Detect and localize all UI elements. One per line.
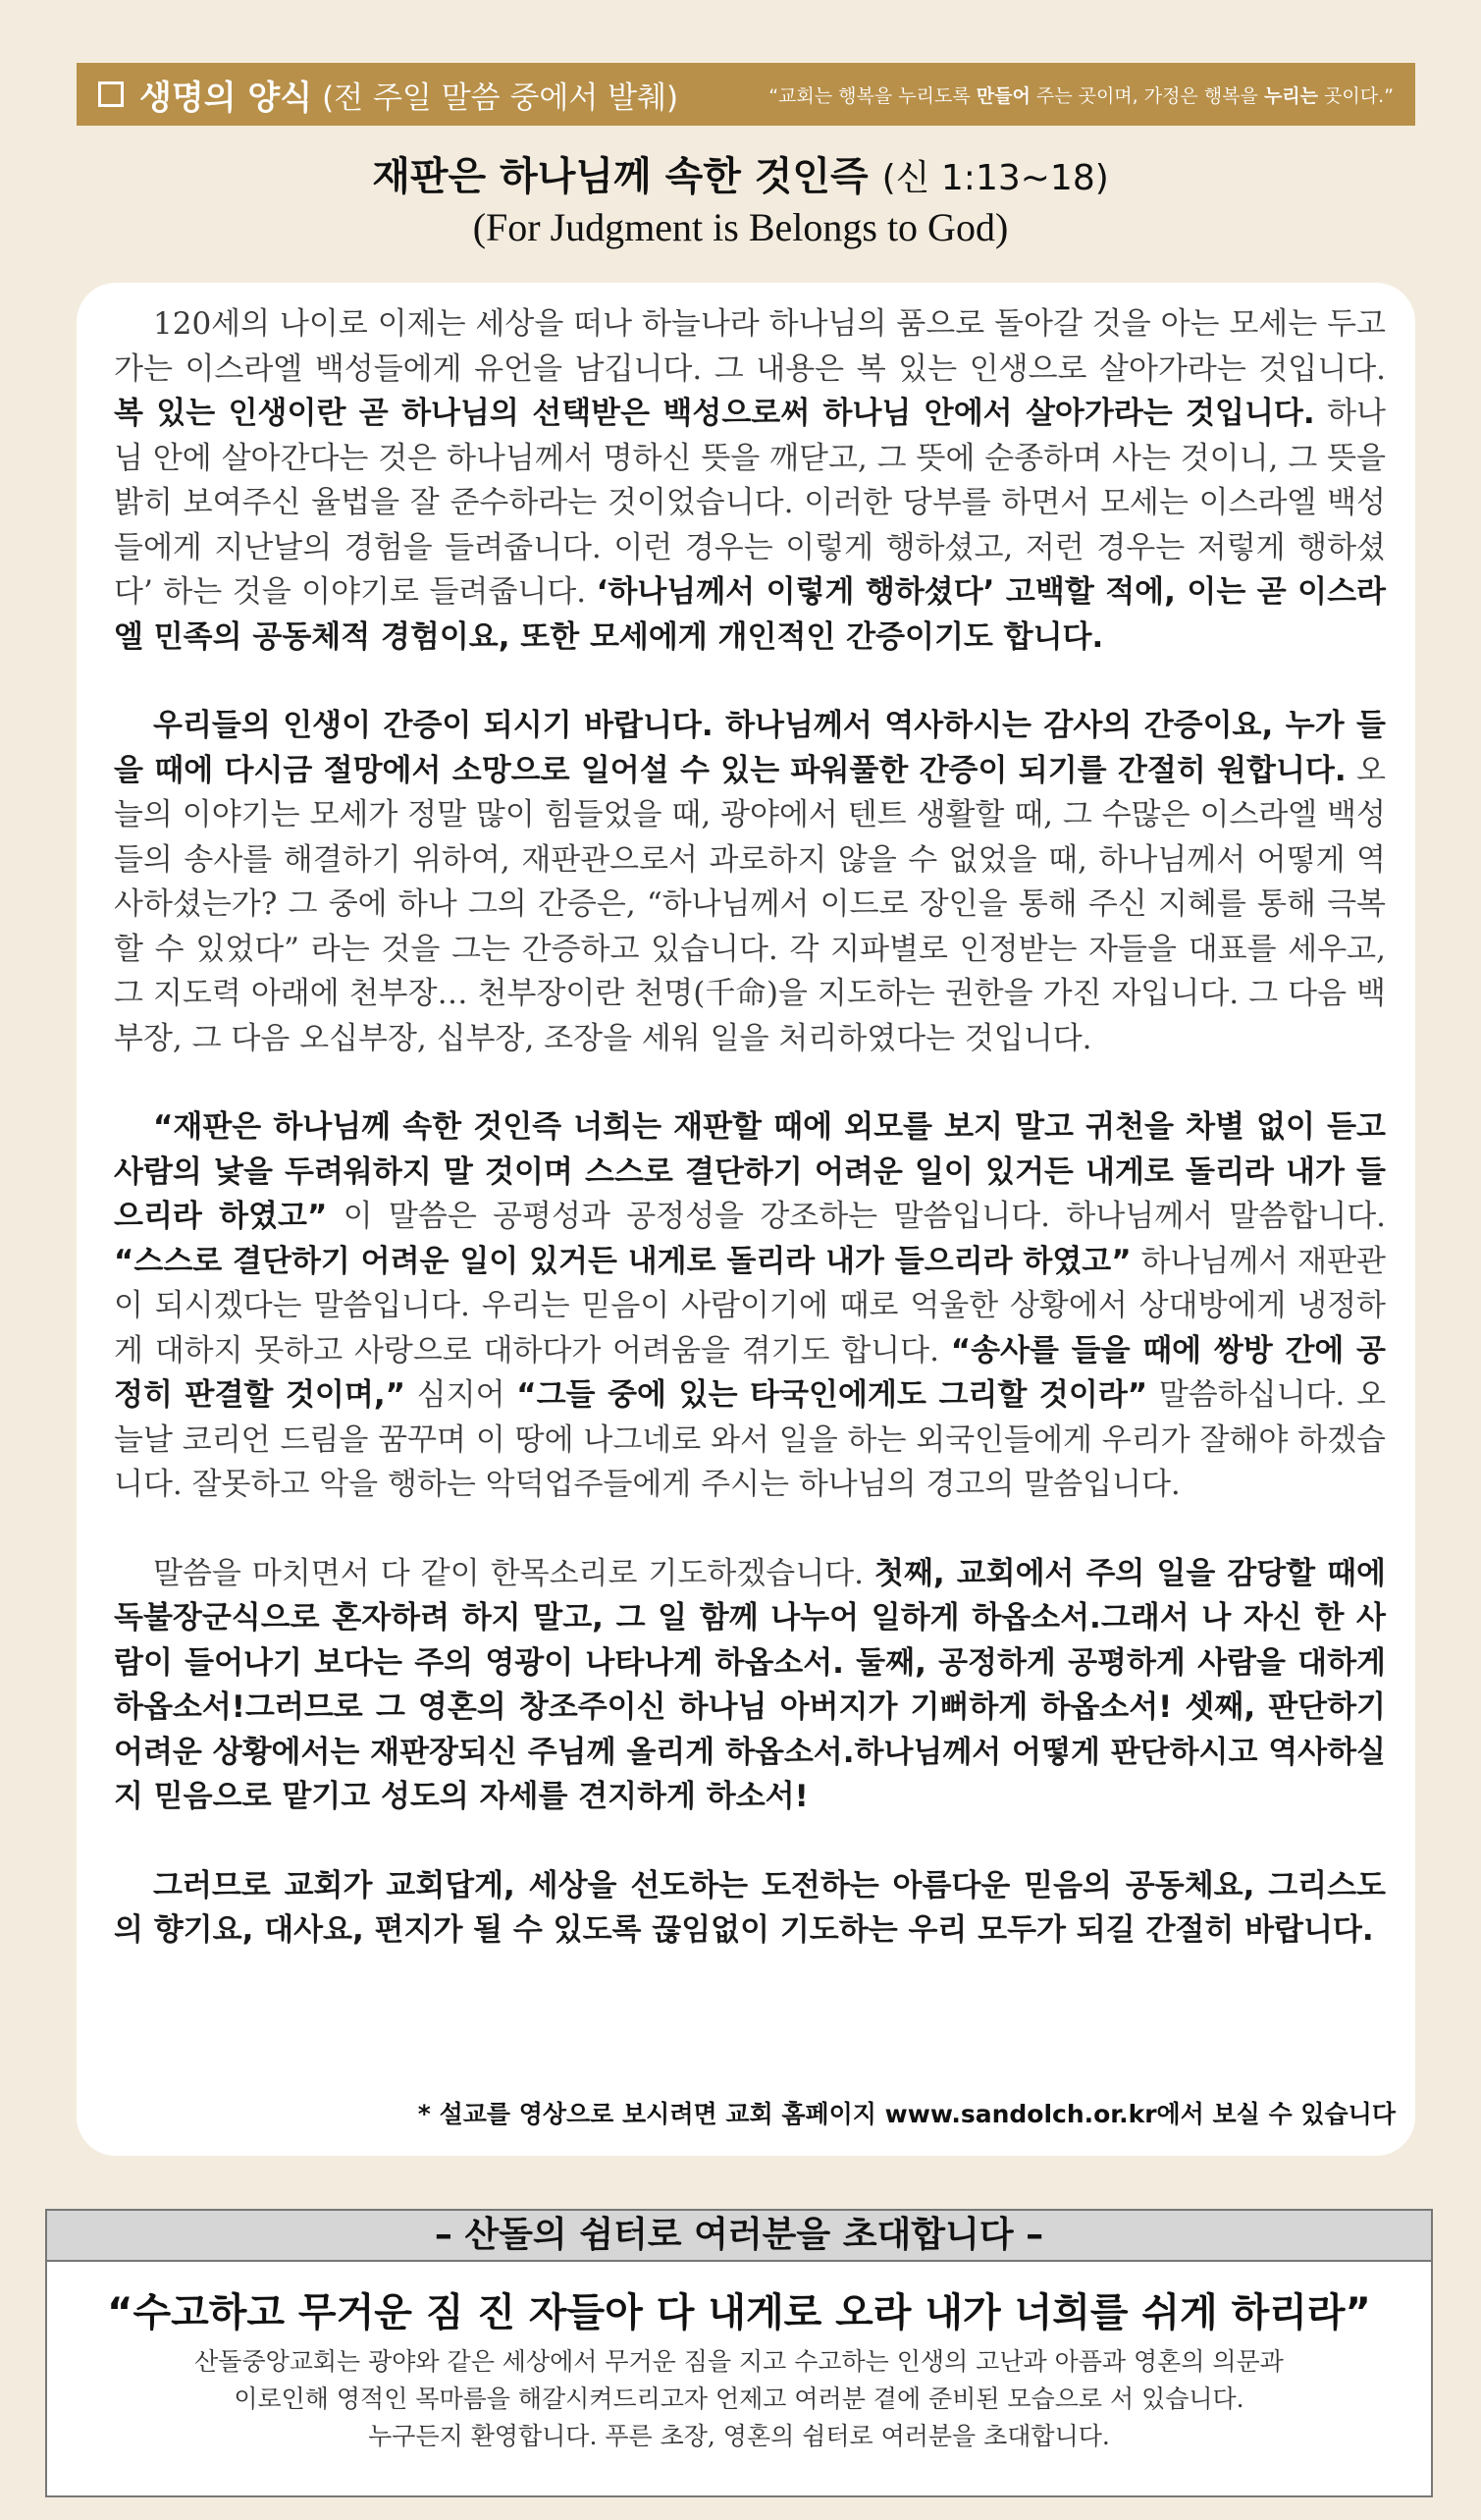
motto-emphasis: 누리는 [1263,84,1318,107]
invitation-heading: – 산돌의 쉼터로 여러분을 초대합니다 – [45,2209,1433,2262]
body-text: 120세의 나이로 이제는 세상을 떠나 하늘나라 하나님의 품으로 돌아갈 것을 아는 모세는 두고 가는 이스라엘 백성들에게 유언을 남깁니다. 그 내용은 복 있는 인생으로 살아가라는 것입니다. [114,306,1386,387]
sermon-paragraph [114,1864,1386,1954]
emphasized-text: 우리들의 인생이 간증이 되시기 바랍니다. 하나님께서 역사하시는 감사의 간증이요, 누가 들을 때에 다시금 절망에서 소망으로 일어설 수 있는 파워풀한 간증이 되기를 간절히 원합니다. [114,708,1386,788]
motto-part: “교회는 행복을 누리도록 [768,84,977,107]
motto-part: 주는 곳이며, 가정은 행복을 [1030,84,1264,107]
body-text: 이 말씀은 공평성과 공정성을 강조하는 말씀입니다. 하나님께서 말씀합니다. [327,1199,1386,1234]
sermon-body [114,302,1386,1954]
emphasized-text: “그들 중에 있는 타국인에게도 그리할 것이라” [516,1377,1148,1413]
motto-part: 곳이다.” [1318,84,1394,107]
invitation-quote: “수고하고 무거운 짐 진 자들아 다 내게로 오라 내가 너희를 쉬게 하리라” [107,2290,1371,2335]
invitation-box [45,2262,1433,2497]
emphasized-text: “스스로 결단하기 어려운 일이 있거든 내게로 돌리라 내가 들으리라 하였고” [114,1243,1132,1279]
sermon-card [77,283,1415,2156]
section-banner [77,63,1415,126]
body-text: 심지어 [404,1377,517,1413]
church-motto [768,81,1394,108]
emphasized-text: 그러므로 교회가 교회답게, 세상을 선도하는 도전하는 아름다운 믿음의 공동체요, 그리스도의 향기요, 대사요, 편지가 될 수 있도록 끊임없이 기도하는 우리 모두가 되길 간절히 바랍니다. [114,1867,1386,1948]
motto-emphasis: 만들어 [976,84,1031,107]
body-text: 하나님께서 재판관이 되시겠다는 말씀입니다. 우리는 믿음이 사람이기에 때로 억울한 상황에서 상대방에게 냉정하게 대하지 못하고 사랑으로 대하다가 어려움을 겪기도 합니다. [114,1243,1386,1368]
sermon-title-english: (For Judgment is Belongs to God) [472,205,1009,249]
invitation-line: 산돌중앙교회는 광야와 같은 세상에서 무거운 짐을 지고 수고하는 인생의 고난과 아픔과 영혼의 의문과 [194,2347,1284,2376]
body-text: 말씀을 마치면서 다 같이 한목소리로 기도하겠습니다. [153,1555,875,1591]
body-text: 하나님 안에 살아간다는 것은 하나님께서 명하신 뜻을 깨닫고, 그 뜻에 순종하며 사는 것이니, 그 뜻을 밝히 보여주신 율법을 잘 준수하라는 것이었습니다. 이러한 당부를 하면서 모세는 이스라엘 백성들에게 지난날의 경험을 들려줍니다. 이런 경우는 이렇게 행하셨고, 저런 경우는 저렇게 행하셨다’ 하는 것을 이야기로 들려줍니다. [114,396,1386,610]
emphasized-text: “송사를 들을 때에 쌍방 간에 공정히 판결할 것이며,” [114,1332,1386,1413]
body-text: 말씀하십니다. 오늘날 코리언 드림을 꿈꾸며 이 땅에 나그네로 와서 일을 하는 외국인들에게 우리가 잘해야 하겠습니다. 잘못하고 악을 행하는 악덕업주들에게 주시는 하나님의 경고의 말씀입니다. [114,1377,1386,1502]
body-text: 오늘의 이야기는 모세가 정말 많이 힘들었을 때, 광야에서 텐트 생활할 때, 그 수많은 이스라엘 백성들의 송사를 해결하기 위하여, 재판관으로서 과로하지 않을 수 없었을 때, 하나님께서 어떻게 역사하셨는가? 그 중에 하나 그의 간증은, “하나님께서 이드로 장인을 통해 주신 지혜를 통해 극복할 수 있었다” 라는 것을 그는 간증하고 있습니다. 각 지파별로 인정받는 자들을 대표를 세우고, 그 지도력 아래에 천부장… 천부장이란 천명(千命)을 지도하는 권한을 가진 자입니다. 그 다음 백부장, 그 다음 오십부장, 십부장, 조장을 세워 일을 처리하였다는 것입니다. [114,752,1386,1056]
emphasized-text: 첫째, 교회에서 주의 일을 감당할 때에 독불장군식으로 혼자하려 하지 말고, 그 일 함께 나누어 일하게 하옵소서.그래서 나 자신 한 사람이 들어나기 보다는 주의 영광이 나타나게 하옵소서. 둘째, 공정하게 공평하게 사람을 대하게 하옵소서!그러므로 그 영혼의 창조주이신 하나님 아버지가 기뻐하게 하옵소서! 셋째, 판단하기 어려운 상황에서는 재판장되신 주님께 올리게 하옵소서.하나님께서 어떻게 판단하시고 역사하실지 믿음으로 맡기고 성도의 자세를 견지하게 하소서! [114,1555,1386,1814]
sermon-paragraph [114,1105,1386,1508]
sermon-paragraph [114,302,1386,660]
sermon-paragraph [114,1552,1386,1820]
square-bullet-icon [98,81,124,107]
invitation-text [47,2343,1431,2455]
emphasized-text: 복 있는 인생이란 곧 하나님의 선택받은 백성으로써 하나님 안에서 살아가라는 것입니다. [114,396,1315,431]
invitation-line: 누구든지 환영합니다. 푸른 초장, 영혼의 쉼터로 여러분을 초대합니다. [368,2422,1110,2450]
section-subtitle: (전 주일 말씀 중에서 발췌) [322,80,679,116]
sermon-title [0,145,1481,201]
emphasized-text: “재판은 하나님께 속한 것인즉 너희는 재판할 때에 외모를 보지 말고 귀천을 차별 없이 듣고 사람의 낯을 두려워하지 말 것이며 스스로 결단하기 어려운 일이 있거든 내게로 돌리라 내가 들으리라 하였고” [114,1109,1386,1234]
video-footnote: * 설교를 영상으로 보시려면 교회 홈페이지 www.sandolch.or.kr에서 보실 수 있습니다 [417,2100,1396,2128]
sermon-title-text: 재판은 하나님께 속한 것인즉 [372,154,869,199]
sermon-paragraph [114,704,1386,1061]
invitation-line: 이로인해 영적인 목마름을 해갈시켜드리고자 언제고 여러분 곁에 준비된 모습으로 서 있습니다. [234,2385,1244,2413]
section-title: 생명의 양식 [139,78,313,118]
scripture-reference: (신 1:13~18) [881,158,1109,198]
emphasized-text: ‘하나님께서 이렇게 행하셨다’ 고백할 적에, 이는 곧 이스라엘 민족의 공동체적 경험이요, 또한 모세에게 개인적인 간증이기도 합니다. [114,574,1386,655]
